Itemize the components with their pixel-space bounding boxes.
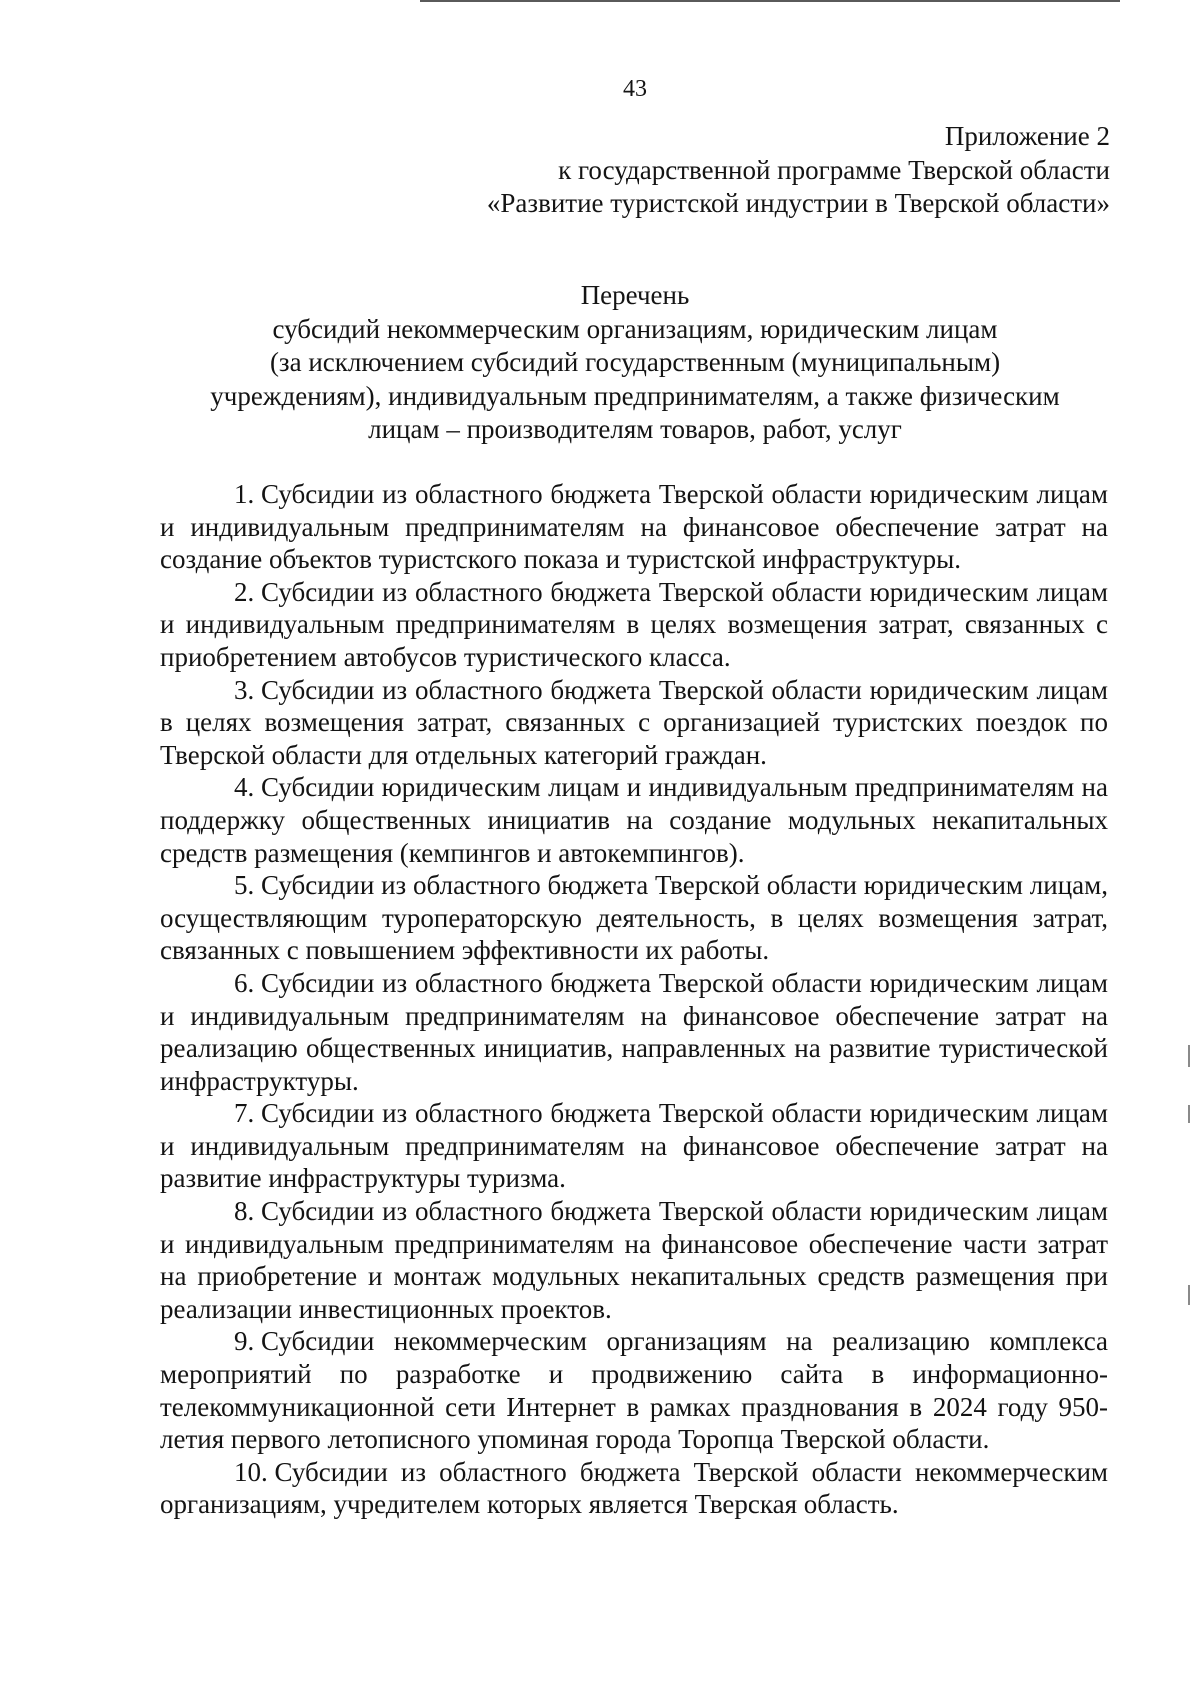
list-item	[160, 1456, 1108, 1521]
title-heading: Перечень	[580, 280, 690, 310]
title-line-3: учреждениям), индивидуальным предпринимателям, а также физическим	[210, 380, 1060, 411]
scan-artifact	[1188, 1285, 1190, 1305]
item-text: Субсидии из областного бюджета Тверской области некоммерческим организациям, учредителем которых является Тверская область.	[160, 1456, 1108, 1520]
title-line-4: лицам – производителям товаров, работ, услуг	[368, 414, 902, 444]
item-number: 10.	[234, 1456, 268, 1487]
item-number: 2.	[234, 576, 255, 607]
scan-artifact	[1188, 1045, 1190, 1067]
scan-artifact	[1188, 1105, 1190, 1123]
item-number: 4.	[234, 772, 255, 803]
appendix-line-3: «Развитие туристской индустрии в Тверской области»	[486, 188, 1110, 218]
item-number: 1.	[234, 479, 255, 509]
list-item	[160, 478, 1108, 576]
appendix-header	[210, 120, 1110, 221]
top-border-line	[420, 0, 1120, 2]
appendix-line-2: к государственной программе Тверской области	[558, 154, 1110, 185]
item-text: Субсидии из областного бюджета Тверской области юридическим лицам и индивидуальным предпринимателям на финансовое обеспечение затрат на создание объектов туристского показа и туристской инфраструктуры.	[160, 479, 1108, 575]
item-text: Субсидии из областного бюджета Тверской области юридическим лицам в целях возмещения затрат, связанных с организацией туристских поездок по Тверской области для отдельных категорий граждан.	[160, 674, 1108, 770]
list-item	[160, 869, 1108, 967]
title-line-2: (за исключением субсидий государственным (муниципальным)	[269, 347, 1001, 377]
item-text: Субсидии из областного бюджета Тверской области юридическим лицам и индивидуальным предпринимателям на финансовое обеспечение части затрат на приобретение и монтаж модульных некапитальных средств размещения при реализации инвестиционных проектов.	[160, 1196, 1108, 1324]
list-item	[160, 1195, 1108, 1325]
item-number: 8.	[234, 1196, 255, 1227]
item-text: Субсидии из областного бюджета Тверской области юридическим лицам и индивидуальным предпринимателям в целях возмещения затрат, связанных с приобретением автобусов туристического класса.	[160, 576, 1108, 672]
list-item	[160, 967, 1108, 1097]
list-item	[160, 674, 1108, 772]
item-text: Субсидии из областного бюджета Тверской области юридическим лицам и индивидуальным предпринимателям на финансовое обеспечение затрат на развитие инфраструктуры туризма.	[160, 1098, 1108, 1194]
item-text: Субсидии из областного бюджета Тверской области юридическим лицам, осуществляющим туроператорскую деятельность, в целях возмещения затрат, связанных с повышением эффективности их работы.	[160, 870, 1108, 966]
title-line-1: субсидий некоммерческим организациям, юридическим лицам	[272, 313, 998, 344]
list-item	[160, 771, 1108, 869]
item-number: 3.	[234, 674, 255, 705]
subsidy-list	[160, 478, 1108, 1521]
page-number: 43	[623, 76, 647, 102]
appendix-line-1: Приложение 2	[944, 121, 1110, 151]
item-number: 5.	[234, 870, 255, 901]
document-title	[160, 279, 1110, 447]
item-text: Субсидии некоммерческим организациям на реализацию комплекса мероприятий по разработке и продвижению сайта в информационно-телекоммуникационной сети Интернет в рамках празднования в 2024 году 950-летия первого летописного упоминая города Торопца Тверской области.	[160, 1326, 1108, 1455]
item-text: Субсидии юридическим лицам и индивидуальным предпринимателям на поддержку общественных инициатив на создание модульных некапитальных средств размещения (кемпингов и автокемпингов).	[160, 772, 1108, 868]
list-item	[160, 1097, 1108, 1195]
item-number: 6.	[234, 967, 255, 998]
item-number: 7.	[234, 1098, 255, 1129]
list-item	[160, 1325, 1108, 1455]
item-text: Субсидии из областного бюджета Тверской области юридическим лицам и индивидуальным предпринимателям на финансовое обеспечение затрат на реализацию общественных инициатив, направленных на развитие туристической инфраструктуры.	[160, 967, 1108, 1096]
item-number: 9.	[234, 1326, 255, 1357]
list-item	[160, 576, 1108, 674]
